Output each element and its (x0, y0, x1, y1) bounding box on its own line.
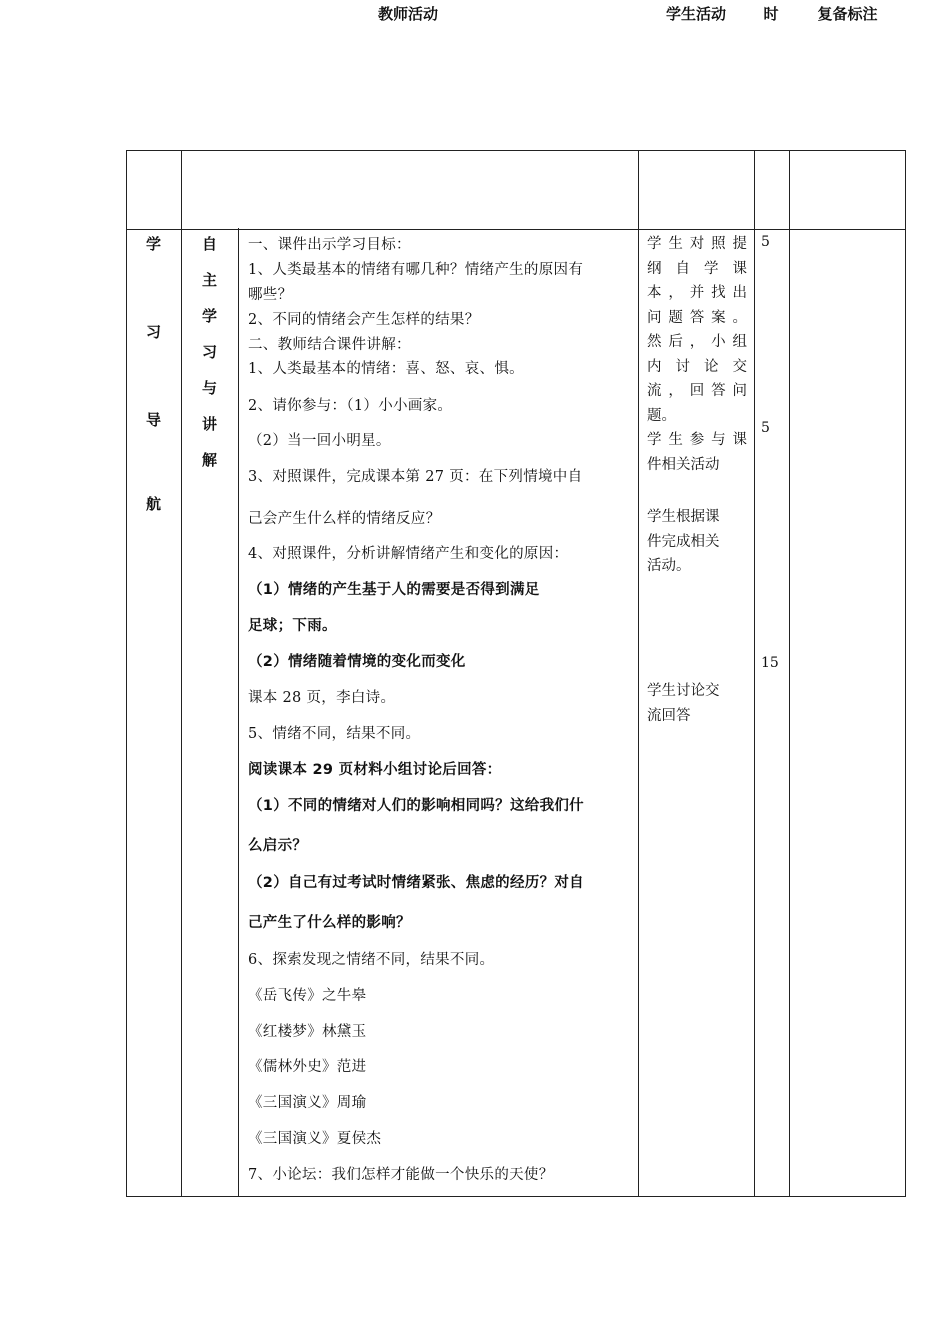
teacher-line: 5、情绪不同，结果不同。 (248, 726, 421, 742)
student-line: 纲自学课 (647, 260, 747, 277)
teacher-line: 1、人类最基本的情绪有哪几种？情绪产生的原因有 (248, 262, 584, 278)
teacher-line-bold: 足球；下雨。 (248, 618, 337, 634)
section-char: 习 (201, 343, 217, 361)
teacher-line: 7、小论坛：我们怎样才能做一个快乐的天使？ (248, 1167, 554, 1183)
teacher-line: 2、不同的情绪会产生怎样的结果？ (248, 312, 480, 328)
teacher-line-bold: 阅读课本 29 页材料小组讨论后回答： (248, 762, 502, 778)
teacher-line-bold: （2）自己有过考试时情绪紧张、焦虑的经历？对自 (248, 875, 584, 891)
section-char: 学 (145, 235, 161, 253)
section-main-label (126, 233, 181, 523)
section-char: 习 (145, 323, 161, 341)
section-sub-label (181, 233, 238, 479)
section-char: 解 (201, 451, 217, 469)
teacher-line: 4、对照课件，分析讲解情绪产生和变化的原因： (248, 546, 569, 562)
student-line: 学生根据课 (647, 509, 720, 525)
header-merge-mask (236, 151, 239, 228)
student-line: 活动。 (647, 558, 691, 574)
header-teacher: 教师活动 (377, 5, 438, 23)
student-line: 学生讨论交 (647, 683, 720, 699)
student-line: 题。 (647, 407, 676, 424)
teacher-line: 《三国演义》夏侯杰 (248, 1131, 382, 1147)
section-char: 导 (145, 411, 161, 429)
teacher-line: 课本 28 页，李白诗。 (248, 690, 396, 706)
teacher-line: （2）当一回小明星。 (248, 433, 391, 449)
student-line: 问题答案。 (647, 309, 747, 326)
column-divider (638, 151, 639, 1196)
teacher-line-bold: （1）不同的情绪对人们的影响相同吗？这给我们什 (248, 798, 584, 814)
teacher-line: 《三国演义》周瑜 (248, 1095, 367, 1111)
time-value: 5 (761, 234, 770, 250)
section-char: 讲 (201, 415, 217, 433)
student-line: 流回答 (647, 707, 691, 724)
teacher-line-bold: （2）情绪随着情境的变化而变化 (248, 654, 466, 670)
teacher-line: 6、探索发现之情绪不同，结果不同。 (248, 952, 495, 968)
teacher-line: 3、对照课件，完成课本第 27 页：在下列情境中自 (248, 469, 583, 485)
header-student: 学生活动 (665, 5, 726, 23)
student-line: 内讨论交 (647, 358, 747, 375)
time-value: 15 (761, 655, 779, 671)
header-time: 时 (763, 5, 779, 23)
header-notes: 复备标注 (817, 5, 878, 23)
teacher-line: 《岳飞传》之牛皋 (248, 988, 367, 1004)
student-line: 流，回答问 (647, 383, 747, 399)
section-char: 学 (201, 307, 217, 325)
section-char: 航 (145, 495, 161, 513)
lesson-table (126, 150, 906, 1197)
teacher-line: 己会产生什么样的情绪反应？ (248, 511, 441, 527)
student-line: 件完成相关 (647, 533, 720, 550)
teacher-line: 二、教师结合课件讲解： (248, 337, 411, 353)
teacher-line: 《儒林外史》范进 (248, 1059, 367, 1075)
teacher-line: 一、课件出示学习目标： (248, 237, 411, 253)
student-line: 学生参与课 (647, 432, 747, 448)
teacher-line: 2、请你参与：（1）小小画家。 (248, 398, 453, 414)
section-char: 主 (201, 271, 217, 289)
header-row-divider (127, 229, 905, 230)
student-activity-2 (647, 505, 747, 579)
student-line: 件相关活动 (647, 456, 720, 473)
student-line: 本，并找出 (647, 285, 747, 301)
column-divider (238, 151, 239, 1196)
column-divider (754, 151, 755, 1196)
teacher-line: 《红楼梦》林黛玉 (248, 1024, 367, 1040)
section-char: 自 (201, 235, 217, 253)
teacher-line: 1、人类最基本的情绪：喜、怒、哀、惧。 (248, 361, 524, 377)
section-char: 与 (201, 379, 217, 397)
student-line: 然后，小组 (647, 334, 747, 350)
student-activity-3 (647, 679, 747, 728)
teacher-line: 哪些？ (248, 287, 293, 303)
teacher-line-bold: 己产生了什么样的影响？ (248, 915, 411, 931)
teacher-line-bold: 么启示？ (248, 838, 308, 854)
student-activity-1 (647, 232, 747, 477)
student-line: 学生对照提 (647, 236, 747, 252)
teacher-line-bold: （1）情绪的产生基于人的需要是否得到满足 (248, 582, 540, 598)
column-divider (789, 151, 790, 1196)
time-value: 5 (761, 420, 770, 436)
